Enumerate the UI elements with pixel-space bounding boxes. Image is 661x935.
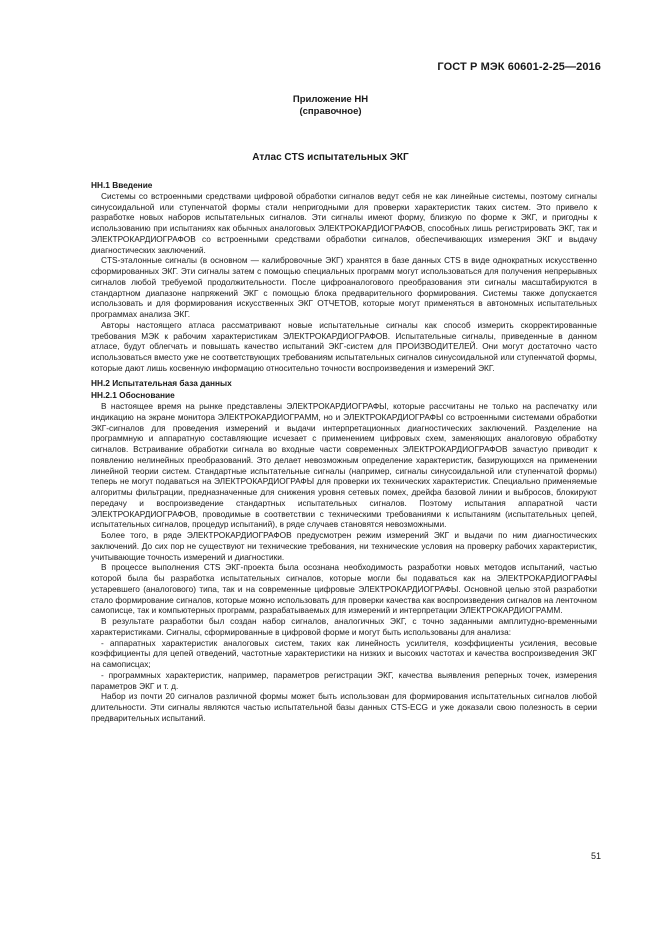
paragraph: В результате разработки был создан набор сигналов, аналогичных ЭКГ, с точно заданными амплитудно-временными характеристиками. Сигналы, сформированные в цифровой форме и могут быть использованы для анализа: (91, 616, 597, 637)
atlas-title: Атлас CTS испытательных ЭКГ (252, 152, 409, 163)
section-heading-hh2: НН.2 Испытательная база данных (91, 377, 232, 388)
page-number: 51 (590, 851, 601, 861)
paragraph: CTS-эталонные сигналы (в основном — калибровочные ЭКГ) хранятся в базе данных CTS в виде однократных искусственно сформированных ЭКГ. Эти сигналы затем с помощью специальных программ могут использоваться для получения непрерывных сигналов любой требуемой продолжительности. После цифроаналогового преобразования эти сигналы масштабируются в стандартном диапазоне напряжений ЭКГ с помощью блока предварительного формирования. Системы также допускается использовать и для формирования искусственных ЭКГ ОТЧЕТОВ, которые могут применяться в автономных испытательных программах анализа ЭКГ. (91, 255, 597, 319)
annex-subtitle: (справочное) (299, 106, 362, 117)
paragraph: Системы со встроенными средствами цифровой обработки сигналов ведут себя не как линейные системы, поэтому сигналы синусоидальной или ступенчатой формы стали непригодными для проверки характеристик таких систем. Это привело к разработке новых наборов испытательных сигналов. Эти сигналы имеют форму, близкую по форме к ЭКГ, и пригодны к использованию при испытаниях как обычных аналоговых ЭЛЕКТРОКАРДИОГРАФОВ, способных лишь регистрировать ЭКГ, так и ЭЛЕКТРОКАРДИОГРАФОВ со встроенными средствами обработки сигналов, обеспечивающих измерения ЭКГ и выдачу диагностических заключений. (91, 190, 597, 255)
paragraph: Набор из почти 20 сигналов различной формы может быть использован для формирования испытательных сигналов любой длительности. Эти сигналы являются частью испытательной базы данных CTS-ECG и уже доказали свою полезность в серии предварительных испытаний. (91, 691, 597, 723)
section-heading-hh2-1: НН.2.1 Обоснование (91, 390, 175, 401)
paragraph: Более того, в ряде ЭЛЕКТРОКАРДИОГРАФОВ предусмотрен режим измерений ЭКГ и выдачи по ним диагностических заключений. До сих пор не существуют ни технические требования, ни технические условия на проверку рабочих характеристик, учитывающие точность измерений и диагностики. (91, 530, 597, 562)
annex-title: Приложение НН (292, 94, 369, 105)
paragraph: В настоящее время на рынке представлены ЭЛЕКТРОКАРДИОГРАФЫ, которые рассчитаны не только на распечатку или индикацию на экране монитора ЭЛЕКТРОКАРДИОГРАММ, но и ЭЛЕКТРОКАРДИОГРАФЫ со встроенными системами обработки ЭКГ-сигналов для проведения измерений и выдачи интерпретационных диагностических заключений. Разделение на программную и аппаратную составляющие исчезает с применением цифровых схем, заменяющих аналоговую обработку сигналов. Встраивание обработки сигнала во входные части современных ЭЛЕКТРОКАРДИОГРАФОВ зачастую приводит к появлению нелинейных преобразований. Это делает невозможным определение характеристик, базирующихся на применении линейной теории систем. Стандартные испытательные сигналы (например, сигналы синусоидальной или ступенчатой формы) теперь не могут подаваться на ЭЛЕКТРОКАРДИОГРАФЫ для проверки их технических характеристик. Специально применяемые алгоритмы фильтрации, предназначенные для снижения уровня сетевых помех, дрейфа базовой линии и выбросов, блокируют передачу и воспроизведение стандартных испытательных сигналов. Поэтому испытания аппаратной части ЭЛЕКТРОКАРДИОГРАФОВ, проводимые в соответствии с техническими требованиями к испытаниям (испытательных цепей, испытательных сигналов, процедур испытаний), в ряде случаев становятся невозможными. (91, 401, 597, 530)
document-body (91, 180, 597, 724)
list-item: - программных характеристик, например, параметров регистрации ЭКГ, качества выявления реперных точек, измерения параметров ЭКГ и т. д. (91, 669, 597, 691)
section-heading-hh1: НН.1 Введение (91, 180, 153, 190)
annex-heading (0, 94, 661, 118)
standard-code: ГОСТ Р МЭК 60601-2-25—2016 (437, 61, 601, 73)
paragraph: Авторы настоящего атласа рассматривают новые испытательные сигналы как способ измерить скорректированные требования МЭК к рабочим характеристикам ЭЛЕКТРОКАРДИОГРАФОВ. Испытательные сигналы, приведенные в данном атласе, будут облегчать и повышать качество испытаний ЭКГ-систем для ПРОИЗВОДИТЕЛЕЙ. Они могут достаточно часто использоваться вместо уже не соответствующих требованиям испытательных сигналов синусоидальной или ступенчатой формы, которые дают лишь косвенную информацию относительно точности воспроизведения и измерений ЭКГ. (91, 319, 597, 373)
paragraph: В процессе выполнения CTS ЭКГ-проекта была осознана необходимость разработки новых методов испытаний, частью которой была бы разработка испытательных сигналов, которые могли бы подаваться как на ЭЛЕКТРОКАРДИОГРАФЫ устаревшего (аналогового) типа, так и на современные цифровые ЭЛЕКТРОКАРДИОГРАФЫ. Основной целью этой разработки стало формирование сигналов, которые можно использовать для проверки качества как воспроизведения сигналов на ленточном самописце, так и компьютерных программ, разрабатываемых для измерений и интерпретации ЭЛЕКТРОКАРДИОГРАММ. (91, 562, 597, 616)
list-item: - аппаратных характеристик аналоговых систем, таких как линейность усилителя, коэффициенты усиления, весовые коэффициенты для цепей отведений, частотные характеристики на низких и высоких частотах и качества воспроизведения ЭКГ на самописцах; (91, 637, 597, 669)
